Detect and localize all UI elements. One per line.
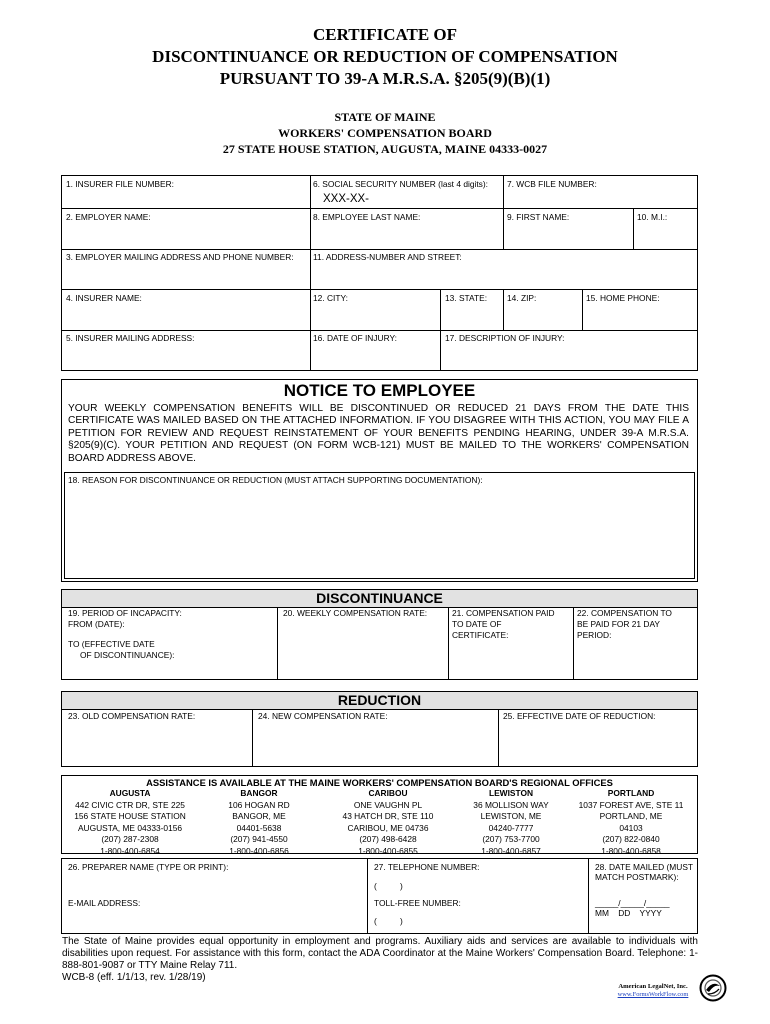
new-rate-label: 24. NEW COMPENSATION RATE: xyxy=(258,711,388,721)
office-portland xyxy=(566,788,696,858)
office-line: 43 HATCH DR, STE 110 xyxy=(342,811,434,822)
weekly-rate-label: 20. WEEKLY COMPENSATION RATE: xyxy=(283,608,428,618)
office-tollfree: 1-800-400-6858 xyxy=(601,845,661,856)
reduction-heading: REDUCTION xyxy=(62,692,697,710)
office-name: AUGUSTA xyxy=(109,788,151,798)
form-title-line-1: CERTIFICATE OF xyxy=(312,25,458,44)
office-line: PORTLAND, ME xyxy=(599,811,663,822)
reduction-date-label: 25. EFFECTIVE DATE OF REDUCTION: xyxy=(503,711,656,721)
publisher-link[interactable]: www.FormsWorkFlow.com xyxy=(617,991,689,998)
office-line: 04401-5638 xyxy=(236,822,282,833)
office-line: 156 STATE HOUSE STATION xyxy=(74,811,186,822)
notice-body-text: YOUR WEEKLY COMPENSATION BENEFITS WILL BE DISCONTINUED OR REDUCED 21 DAYS FROM THE DATE THIS CERTIFICATE WAS MAILED BASED ON THE ATTACHED INFORMATION. IF YOU DISAGREE WITH THIS ACTION, YOU MAY FILE A PETITION FOR REVIEW AND REQUEST REINSTATEMENT OF YOUR BENEFITS PENDING HEARING, UNDER 39-A M.R.S.A. §205(9)(C). YOUR PETITION AND REQUEST (ON FORM WCB-121) MUST BE MAILED TO THE WORKERS' COMPENSATION BOARD ADDRESS ABOVE. xyxy=(68,403,689,464)
office-caribou xyxy=(323,788,453,858)
office-line: 442 CIVIC CTR DR, STE 225 xyxy=(75,799,185,810)
incapacity-period-label: 19. PERIOD OF INCAPACITY: xyxy=(68,608,182,618)
office-tollfree: 1-800-400-6854 xyxy=(100,845,160,856)
office-line: AUGUSTA, ME 04333-0156 xyxy=(77,822,183,833)
comp-21-day-label-3: PERIOD: xyxy=(577,630,612,640)
comp-21-day-label-1: 22. COMPENSATION TO xyxy=(577,608,672,618)
reason-label: 18. REASON FOR DISCONTINUANCE OR REDUCTION (MUST ATTACH SUPPORTING DOCUMENTATION): xyxy=(68,475,483,485)
office-phone: (207) 822-0840 xyxy=(602,834,660,845)
ssn-input[interactable]: XXX-XX- xyxy=(323,193,370,205)
agency-address: 27 STATE HOUSE STATION, AUGUSTA, MAINE 04333-0027 xyxy=(222,142,548,156)
notice-heading: NOTICE TO EMPLOYEE xyxy=(283,381,476,400)
tollfree-label: TOLL-FREE NUMBER: xyxy=(374,898,461,908)
wcb-file-number-label: 7. WCB FILE NUMBER: xyxy=(507,179,597,189)
office-bangor xyxy=(194,788,324,858)
office-name: LEWISTON xyxy=(488,788,534,798)
office-phone: (207) 287-2308 xyxy=(101,834,159,845)
reduction-section xyxy=(61,691,698,767)
telephone-label: 27. TELEPHONE NUMBER: xyxy=(374,862,480,872)
employer-name-label: 2. EMPLOYER NAME: xyxy=(66,212,151,222)
date-mailed-input[interactable]: _____/_____/_____ xyxy=(595,898,670,908)
office-name: CARIBOU xyxy=(368,788,408,798)
ssn-label: 6. SOCIAL SECURITY NUMBER (last 4 digits): xyxy=(313,179,488,189)
office-phone: (207) 498-6428 xyxy=(359,834,417,845)
office-line: 106 HOGAN RD xyxy=(228,799,290,810)
insurer-file-number-label: 1. INSURER FILE NUMBER: xyxy=(66,179,174,189)
date-of-injury-label: 16. DATE OF INJURY: xyxy=(313,333,397,343)
office-line: LEWISTON, ME xyxy=(480,811,542,822)
from-date-label: FROM (DATE): xyxy=(68,619,125,629)
form-title-line-3: PURSUANT TO 39-A M.R.S.A. §205(9)(B)(1) xyxy=(219,69,551,88)
publisher-name: American LegalNet, Inc. xyxy=(618,983,688,990)
office-line: 1037 FOREST AVE, STE 11 xyxy=(578,799,684,810)
office-line: 04103 xyxy=(619,822,643,833)
old-rate-label: 23. OLD COMPENSATION RATE: xyxy=(68,711,196,721)
office-tollfree: 1-800-400-6855 xyxy=(358,845,418,856)
agency-state: STATE OF MAINE xyxy=(334,110,436,124)
state-label: 13. STATE: xyxy=(445,293,488,303)
office-line: BANGOR, ME xyxy=(232,811,286,822)
date-mailed-label-1: 28. DATE MAILED (MUST xyxy=(595,862,694,872)
comp-21-day-label-2: BE PAID FOR 21 DAY xyxy=(577,619,660,629)
comp-paid-label-2: TO DATE OF xyxy=(452,619,502,629)
employee-street-label: 11. ADDRESS-NUMBER AND STREET: xyxy=(313,252,462,262)
comp-paid-label-3: CERTIFICATE: xyxy=(452,630,509,640)
date-mailed-label-2: MATCH POSTMARK): xyxy=(595,872,679,882)
office-tollfree: 1-800-400-6856 xyxy=(229,845,289,856)
tollfree-input[interactable]: ( ) xyxy=(374,916,403,926)
office-phone: (207) 941-4550 xyxy=(230,834,288,845)
insurer-name-label: 4. INSURER NAME: xyxy=(66,293,142,303)
employer-address-label: 3. EMPLOYER MAILING ADDRESS AND PHONE NUMBER: xyxy=(66,252,294,262)
injury-description-label: 17. DESCRIPTION OF INJURY: xyxy=(445,333,565,343)
form-id: WCB-8 (eff. 1/1/13, rev. 1/28/19) xyxy=(62,972,206,983)
home-phone-label: 15. HOME PHONE: xyxy=(586,293,660,303)
office-line: 36 MOLLISON WAY xyxy=(473,799,549,810)
office-lewiston xyxy=(446,788,576,858)
preparer-name-label: 26. PREPARER NAME (TYPE OR PRINT): xyxy=(68,862,229,872)
date-format-hint: MM DD YYYY xyxy=(595,908,662,918)
discontinuance-date-label: OF DISCONTINUANCE): xyxy=(80,650,175,660)
to-date-label: TO (EFFECTIVE DATE xyxy=(68,639,155,649)
office-name: PORTLAND xyxy=(607,788,655,798)
office-augusta xyxy=(65,788,195,858)
discontinuance-heading: DISCONTINUANCE xyxy=(62,590,697,608)
equal-opportunity-statement: The State of Maine provides equal opportunity in employment and programs. Auxiliary aids and services are available to individuals with disabilities upon request. For assistance with this form, contact the ADA Coordinator at the Maine Workers' Compensation Board. Telephone: 1-888-801-9087 or TTY Maine Relay 711. xyxy=(62,936,698,971)
zip-label: 14. ZIP: xyxy=(507,293,537,303)
insurer-address-label: 5. INSURER MAILING ADDRESS: xyxy=(66,333,195,343)
comp-paid-label-1: 21. COMPENSATION PAID xyxy=(452,608,555,618)
office-name: BANGOR xyxy=(240,788,278,798)
office-line: 04240-7777 xyxy=(488,822,534,833)
city-label: 12. CITY: xyxy=(313,293,348,303)
office-line: ONE VAUGHN PL xyxy=(353,799,423,810)
office-phone: (207) 753-7700 xyxy=(482,834,540,845)
form-title-line-2: DISCONTINUANCE OR REDUCTION OF COMPENSATION xyxy=(152,47,618,66)
email-label: E-MAIL ADDRESS: xyxy=(68,898,141,908)
employee-last-name-label: 8. EMPLOYEE LAST NAME: xyxy=(313,212,421,222)
publisher-logo-icon xyxy=(699,974,727,1002)
middle-initial-label: 10. M.I.: xyxy=(637,212,668,222)
first-name-label: 9. FIRST NAME: xyxy=(507,212,570,222)
office-tollfree: 1-800-400-6857 xyxy=(481,845,541,856)
telephone-input[interactable]: ( ) xyxy=(374,881,403,891)
reason-field[interactable] xyxy=(64,472,695,579)
agency-board: WORKERS' COMPENSATION BOARD xyxy=(278,126,492,140)
office-line: CARIBOU, ME 04736 xyxy=(347,822,429,833)
assistance-heading: ASSISTANCE IS AVAILABLE AT THE MAINE WORKERS' COMPENSATION BOARD'S REGIONAL OFFICES xyxy=(146,777,613,788)
